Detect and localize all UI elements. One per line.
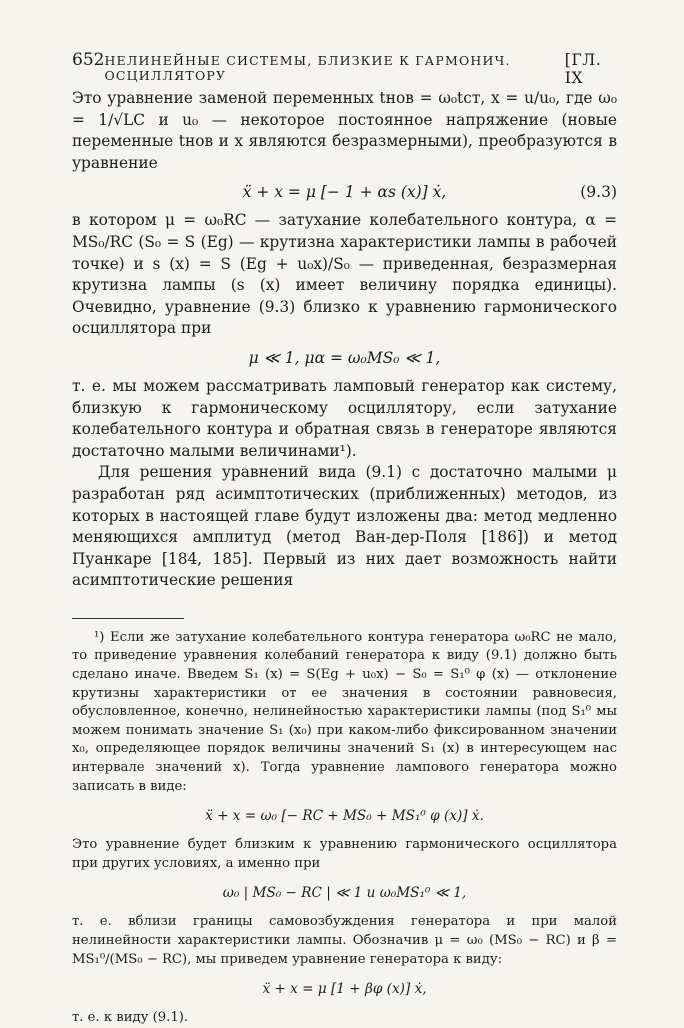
footnote-paragraph: т. е. к виду (9.1). <box>72 1010 189 1026</box>
chapter-label: [ГЛ. IX <box>564 51 602 87</box>
footnote-equation <box>72 804 617 828</box>
equation-text: ẍ + x = μ [1 + βφ (x)] ẋ, <box>262 981 427 998</box>
running-title: НЕЛИНЕЙНЫЕ СИСТЕМЫ, БЛИЗКИЕ К ГАРМОНИЧ. ОСЦИЛЛЯТОРУ <box>104 53 511 83</box>
main-text <box>72 88 617 1028</box>
equation-number: (9.3) <box>580 183 617 202</box>
footnote-divider <box>72 618 184 619</box>
footnote <box>72 629 617 1028</box>
equation-text: ω₀ | MS₀ − RC | ≪ 1 и ω₀MS₁⁰ ≪ 1, <box>222 885 467 902</box>
equation-text: ẍ + x = μ [− 1 + αs (x)] ẋ, <box>242 183 447 202</box>
equation-9-3 <box>72 180 617 204</box>
footnote-paragraph: т. е. вблизи границы самовозбуждения генератора и при малой нелинейности характеристики лампы. Обозначив μ = ω₀ (MS₀ − RC) и β = MS₁⁰/(MS₀ − RC), мы приведем уравнение генератора к виду: <box>72 914 617 967</box>
equation <box>72 346 617 370</box>
page-number: 652 <box>72 50 105 70</box>
paragraph: Для решения уравнений вида (9.1) с достаточно малыми μ разработан ряд асимптотических (приближенных) методов, из которых в настоящей главе будут изложены два: метод медленно меняющихся амплитуд (метод Ван-дер-Поля [186]) и метод Пуанкаре [184, 185]. Первый из них дает возможность найти асимптотические решения <box>72 463 617 590</box>
paragraph: в котором μ = ω₀RC — затухание колебательного контура, α = MS₀/RC (S₀ = S (Eg) — крутизна характеристики лампы в рабочей точке) и s (x) = S (Eg + u₀x)/S₀ — приведенная, безразмерная крутизна лампы (s (x) имеет величину порядка единицы). Очевидно, уравнение (9.3) близко к уравнению гармонического осциллятора при <box>72 211 617 338</box>
paragraph: т. е. мы можем рассматривать ламповый генератор как систему, близкую к гармоническому осциллятору, если затухание колебательного контура и обратная связь в генераторе являются достаточно малыми величинами¹). <box>72 376 617 460</box>
footnote-equation <box>72 977 617 1001</box>
footnote-paragraph: ¹) Если же затухание колебательного контура генератора ω₀RC не мало, то приведение уравнения колебаний генератора к виду (9.1) должно быть сделано иначе. Введем S₁ (x) = S(Eg + u₀x) − S₀ = S₁⁰ φ (x) — отклонение крутизны характеристики от ее значения в состоянии равновесия, обусловленное, конечно, нелинейностью характеристики лампы (под S₁⁰ мы можем понимать значение S₁ (x₀) при каком-либо фиксированном значении x₀, определяющее порядок величины значений S₁ (x) в интересующем нас интервале значений x). Тогда уравнение лампового генератора можно записать в виде: <box>72 629 617 794</box>
paragraph: Это уравнение заменой переменных tнов = ω₀tст, x = u/u₀, где ω₀ = 1/√LC и u₀ — некоторое постоянное напряжение (новые переменные tнов и x являются безразмерными), преобразуются в уравнение <box>72 89 617 172</box>
footnote-equation <box>72 881 617 905</box>
footnote-paragraph: Это уравнение будет близким к уравнению гармонического осциллятора при других условиях, а именно при <box>72 837 617 871</box>
page-header <box>72 50 617 87</box>
equation-text: ẍ + x = ω₀ [− RC + MS₀ + MS₁⁰ φ (x)] ẋ. <box>205 808 484 825</box>
equation-text: μ ≪ 1, μα = ω₀MS₀ ≪ 1, <box>248 348 441 367</box>
